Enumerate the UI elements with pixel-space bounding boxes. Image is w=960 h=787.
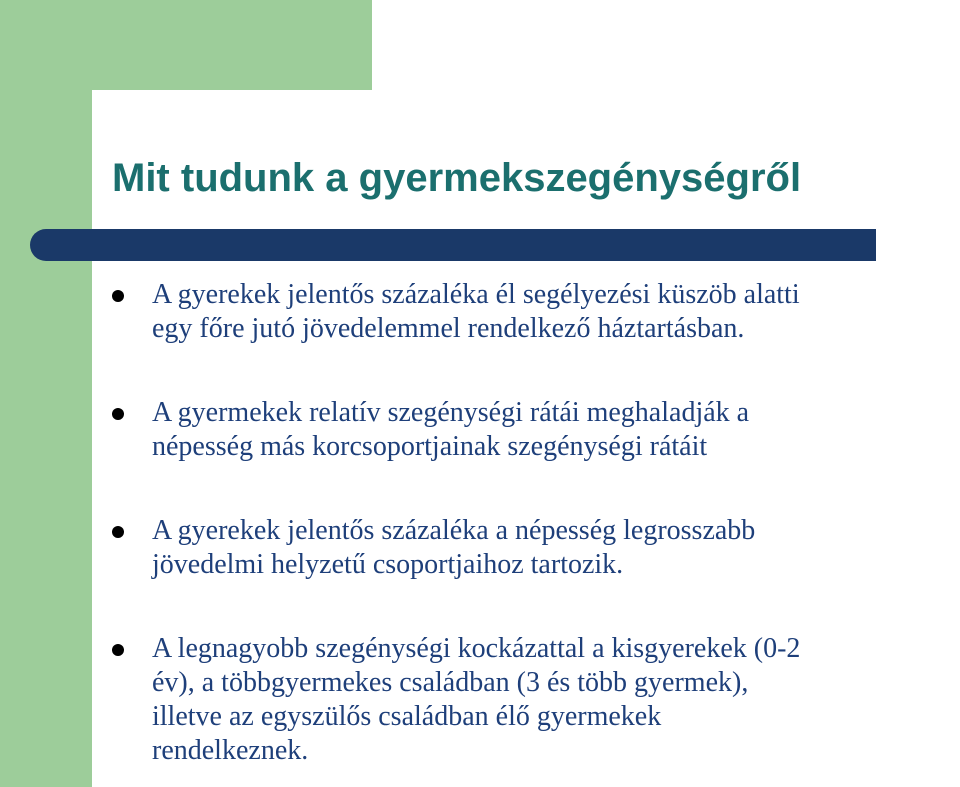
bullet-dot-icon <box>112 290 124 302</box>
bullet-item-3 <box>112 514 958 582</box>
bullet-item-1 <box>112 278 958 346</box>
bullet-item-2 <box>112 396 958 464</box>
title-underline-bar <box>30 229 876 261</box>
bullet-line: egy főre jutó jövedelemmel rendelkező háztartásban. <box>152 313 745 344</box>
bullet-line: A gyerekek jelentős százaléka a népesség legrosszabb <box>152 515 756 546</box>
bullet-item-4 <box>112 632 958 768</box>
bullet-line: A legnagyobb szegénységi kockázattal a kisgyerekek (0-2 <box>152 633 801 664</box>
bullet-line: A gyermekek relatív szegénységi rátái meghaladják a <box>152 397 750 428</box>
bullet-line: illetve az egyszülős családban élő gyermekek <box>152 701 662 732</box>
green-band-left <box>0 0 92 787</box>
bullet-dot-icon <box>112 526 124 538</box>
bullet-line: rendelkeznek. <box>152 735 309 766</box>
bullet-list <box>112 278 958 768</box>
bullet-dot-icon <box>112 408 124 420</box>
bullet-line: jövedelmi helyzetű csoportjaihoz tartozik. <box>152 549 624 580</box>
slide-title: Mit tudunk a gyermekszegénységről <box>112 156 802 200</box>
bullet-line: népesség más korcsoportjainak szegénységi rátáit <box>152 431 708 462</box>
bullet-line: A gyerekek jelentős százaléka él segélyezési küszöb alatti <box>152 279 800 310</box>
green-band-top <box>0 0 372 90</box>
bullet-line: év), a többgyermekes családban (3 és több gyermek), <box>152 667 749 698</box>
bullet-dot-icon <box>112 644 124 656</box>
